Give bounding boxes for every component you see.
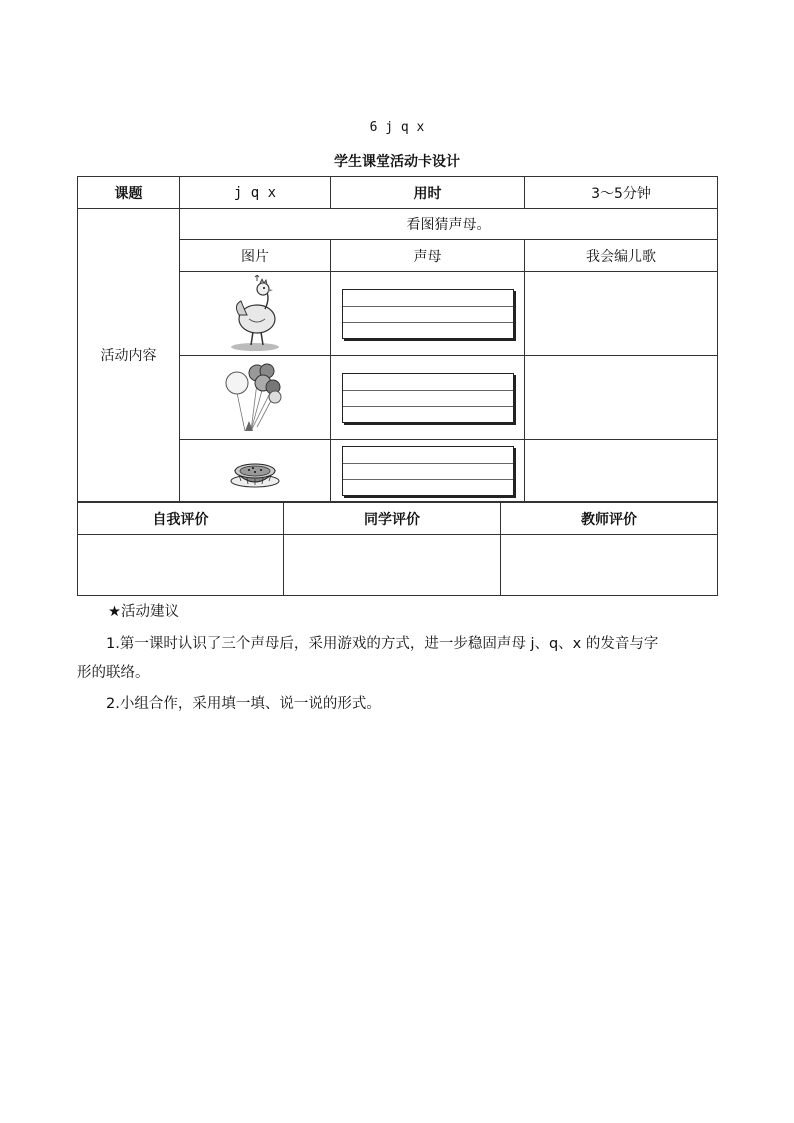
picture-cell — [180, 356, 331, 440]
picture-cell — [180, 272, 331, 356]
time-label: 用时 — [331, 177, 525, 209]
peer-evaluation-cell[interactable] — [284, 535, 501, 596]
balloons-picture-icon — [223, 361, 287, 435]
suggestion-item-1-line2: 形的联络。 — [77, 665, 150, 681]
teacher-evaluation-header: 教师评价 — [501, 503, 718, 535]
picture-cell — [180, 440, 331, 502]
activity-label: 活动内容 — [78, 209, 180, 502]
activity-card-table — [77, 176, 718, 502]
initial-write-cell — [331, 272, 525, 356]
col-rhyme-header: 我会编儿歌 — [525, 240, 718, 272]
hen-picture-icon — [225, 275, 285, 353]
col-initial-header: 声母 — [331, 240, 525, 272]
initial-write-cell — [331, 440, 525, 502]
topic-value: j q x — [180, 177, 331, 209]
rhyme-cell[interactable] — [525, 440, 718, 502]
initial-write-cell — [331, 356, 525, 440]
evaluation-table — [77, 502, 718, 596]
suggestion-item-2: 2.小组合作，采用填一填、说一说的形式。 — [106, 696, 381, 712]
self-evaluation-cell[interactable] — [78, 535, 284, 596]
suggestions-heading: ★活动建议 — [108, 604, 179, 620]
instruction-text: 看图猜声母。 — [180, 209, 718, 240]
write-lines[interactable] — [342, 289, 514, 339]
self-evaluation-header: 自我评价 — [78, 503, 284, 535]
write-lines[interactable] — [342, 373, 514, 423]
time-value: 3～5分钟 — [525, 177, 718, 209]
card-subtitle: 学生课堂活动卡设计 — [334, 154, 460, 170]
peer-evaluation-header: 同学评价 — [284, 503, 501, 535]
rhyme-cell[interactable] — [525, 356, 718, 440]
write-lines[interactable] — [342, 446, 514, 496]
col-picture-header: 图片 — [180, 240, 331, 272]
teacher-evaluation-cell[interactable] — [501, 535, 718, 596]
watermelon-picture-icon — [229, 453, 281, 489]
rhyme-cell[interactable] — [525, 272, 718, 356]
lesson-title: 6 j q x — [369, 120, 425, 135]
topic-label: 课题 — [78, 177, 180, 209]
suggestion-item-1-line1: 1.第一课时认识了三个声母后，采用游戏的方式，进一步稳固声母 j、q、x 的发音与字 — [106, 636, 659, 652]
